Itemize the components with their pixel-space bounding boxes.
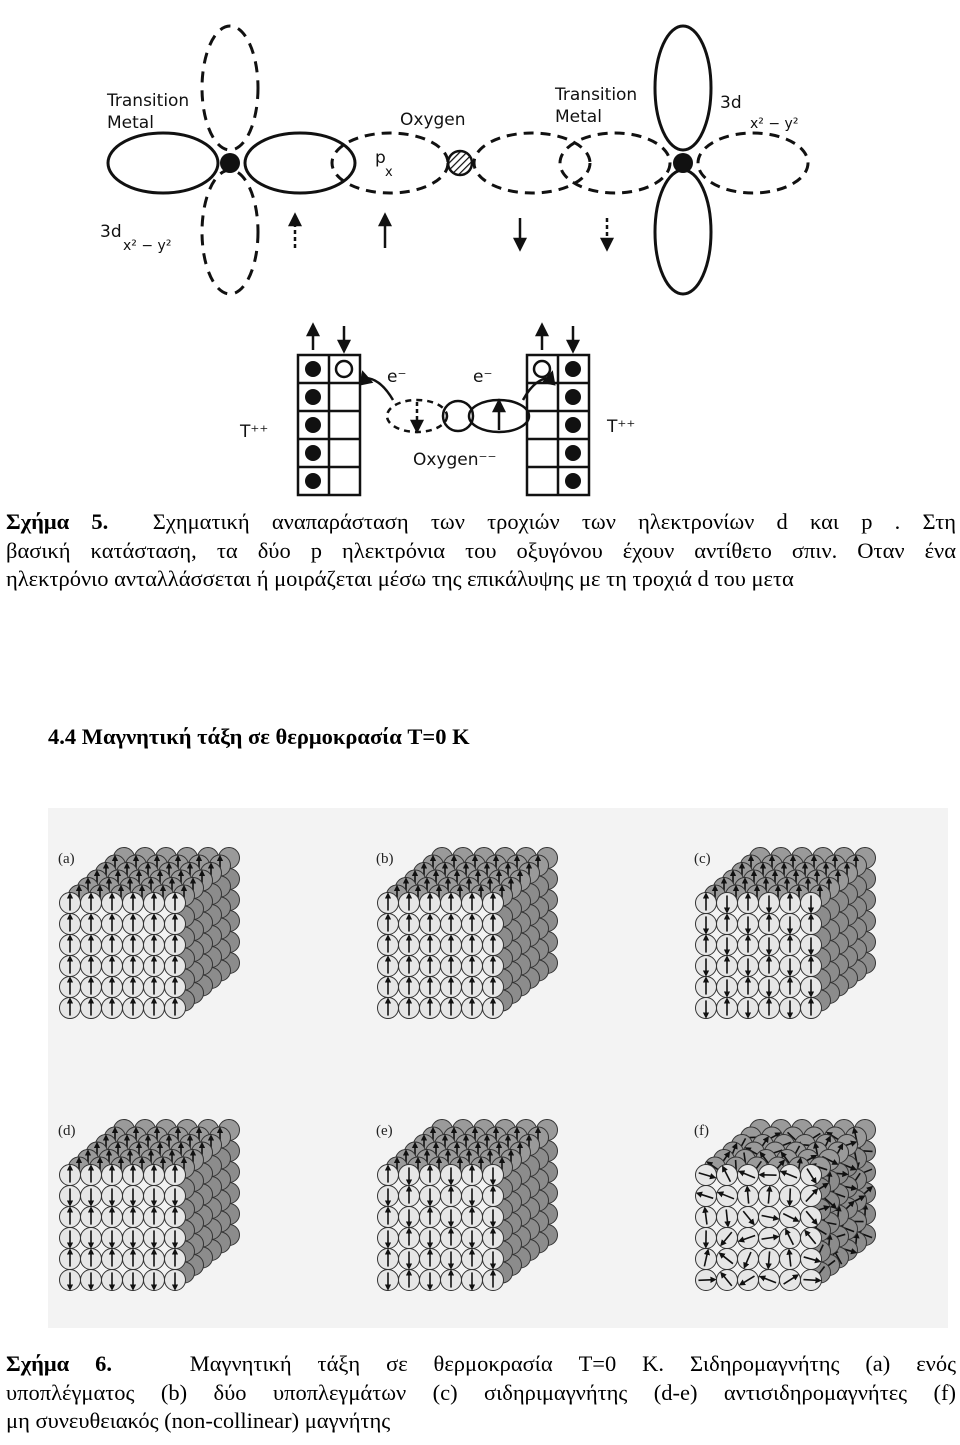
spin-arrow bbox=[803, 1280, 818, 1281]
panel-label: (a) bbox=[58, 851, 75, 867]
spin-arrow bbox=[790, 1188, 791, 1203]
label-t-right: T⁺⁺ bbox=[607, 417, 636, 437]
panel-label: (f) bbox=[694, 1123, 709, 1139]
oxygen-px-orbital-left bbox=[332, 133, 448, 193]
left-dz-orbital-bottom bbox=[202, 170, 258, 294]
label-d-left: 3d bbox=[100, 222, 122, 242]
label-px-sub: x bbox=[385, 165, 393, 180]
label-tm-left-2: Metal bbox=[107, 113, 154, 133]
right-dx-orbital-right bbox=[698, 133, 808, 193]
figure-6-caption bbox=[6, 1350, 956, 1436]
oxygen-px-orbital-right bbox=[474, 133, 590, 193]
caption-6-label: Σχήμα 6. bbox=[6, 1351, 112, 1376]
caption-6-line3: μη συνευθειακός (non-collinear) μαγνήτης bbox=[6, 1408, 391, 1433]
label-t-left: T⁺⁺ bbox=[240, 422, 269, 442]
caption-5-line3: ηλεκτρόνιο ανταλλάσσεται ή μοιράζεται μέσω της επικάλυψης με τη τροχιά d του μετα bbox=[6, 566, 794, 591]
label-oxygen-ion: Oxygen⁻⁻ bbox=[413, 450, 497, 470]
panel-label: (b) bbox=[376, 851, 394, 867]
right-dz-orbital-bottom bbox=[655, 170, 711, 294]
label-oxygen: Oxygen bbox=[400, 110, 466, 130]
label-electron-right: e⁻ bbox=[473, 367, 493, 387]
label-tm-right-2: Metal bbox=[555, 107, 602, 127]
oxygen-nucleus bbox=[448, 151, 472, 175]
label-d-left-sub: x² − y² bbox=[123, 238, 172, 254]
label-d-right: 3d bbox=[720, 93, 742, 113]
label-tm-left-1: Transition bbox=[107, 91, 190, 111]
caption-5-line2: βασική κατάσταση, τα δύο p ηλεκτρόνια του οξυγόνου έχουν αντίθετο σπιν. Οταν ένα bbox=[6, 537, 956, 563]
panel-label: (d) bbox=[58, 1123, 76, 1139]
caption-5-line1: Σχηματική αναπαράσταση των τροχιών των ηλεκτρονίων d και p . Στη bbox=[152, 509, 957, 534]
left-dz-orbital-top bbox=[202, 26, 258, 150]
figure-5-orbital-diagram bbox=[95, 0, 835, 505]
caption-6-line2: υποπλέγματος (b) δύο υποπλεγμάτων (c) σιδηριμαγνήτης (d-e) αντισιδηρομαγνήτες (f) bbox=[6, 1379, 956, 1405]
figure-6-magnetic-order bbox=[48, 808, 948, 1328]
section-heading: 4.4 Μαγνητική τάξη σε θερμοκρασία T=0 K bbox=[48, 724, 470, 749]
spin-arrow bbox=[698, 1280, 713, 1281]
label-tm-right-1: Transition bbox=[555, 85, 638, 105]
panel-label: (c) bbox=[694, 851, 711, 867]
figure-5-caption bbox=[6, 508, 956, 594]
left-dx-orbital-left bbox=[108, 133, 218, 193]
left-dx-orbital-right bbox=[245, 133, 355, 193]
right-metal-nucleus bbox=[673, 153, 693, 173]
label-d-right-sub: x² − y² bbox=[750, 116, 799, 132]
left-metal-nucleus bbox=[220, 153, 240, 173]
right-dz-orbital-top bbox=[655, 26, 711, 150]
panel-label: (e) bbox=[376, 1123, 393, 1139]
right-dx-orbital-left bbox=[560, 133, 670, 193]
caption-5-label: Σχήμα 5. bbox=[6, 509, 109, 534]
label-electron-left: e⁻ bbox=[387, 367, 407, 387]
label-px: p bbox=[375, 148, 386, 168]
caption-6-line1: Μαγνητική τάξη σε θερμοκρασία T=0 K. Σιδηρομαγνήτης (a) ενός bbox=[189, 1351, 956, 1376]
